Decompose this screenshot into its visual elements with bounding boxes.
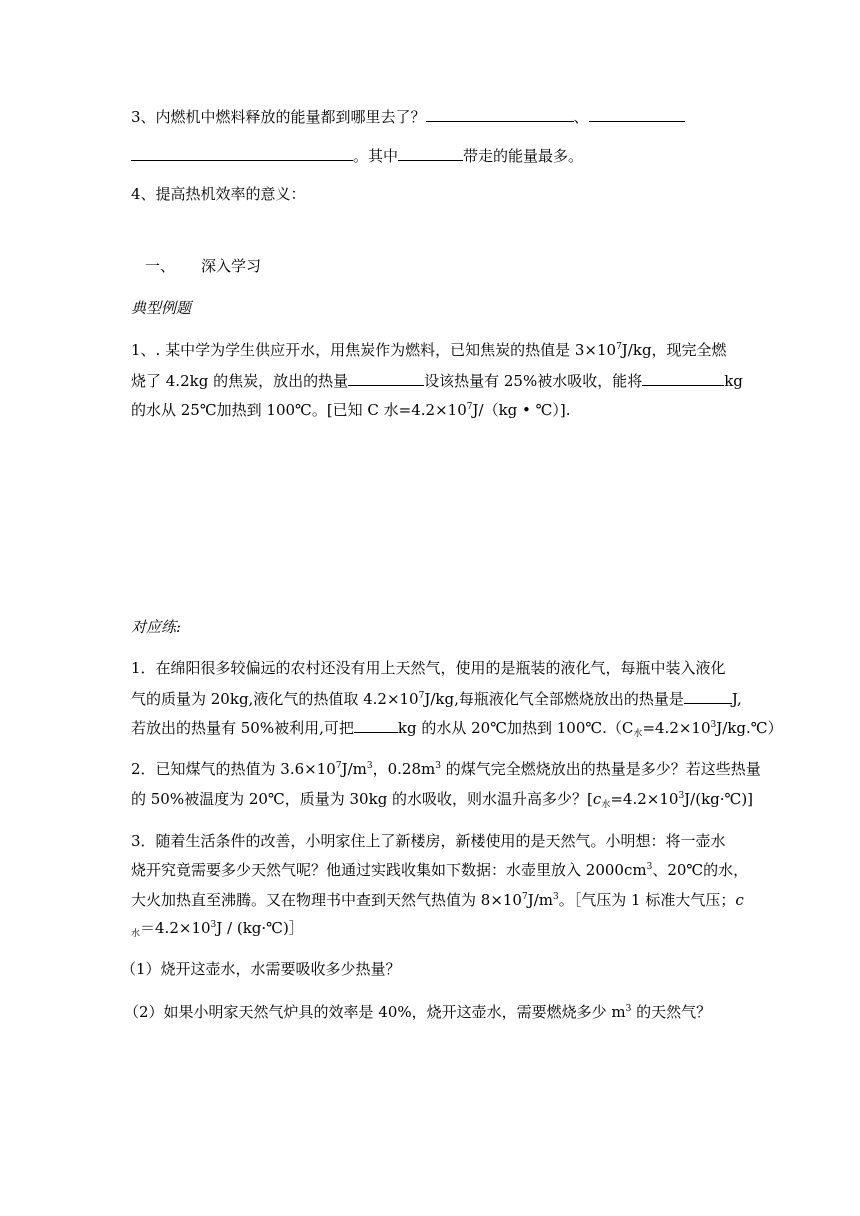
p3-subq-1: [121, 959, 401, 979]
p3-text-c-mid: J/m: [527, 891, 554, 909]
p3-var-c: c: [735, 891, 744, 909]
example1-line-1: [131, 340, 727, 360]
section-title: 深入学习: [201, 257, 262, 275]
p3-line-4: [131, 918, 304, 938]
p1-text-b-start: 气的质量为 20kg,液化气的热值取 4.2×10: [131, 690, 419, 708]
q3-line-1: [131, 106, 685, 127]
p3-sup-d: 3: [210, 920, 217, 930]
q3-prompt: 3、内燃机中燃料释放的能量都到哪里去了？: [131, 108, 426, 126]
p1-text-b-end: J,: [731, 690, 742, 708]
p3-q2-text-start: （2）如果小明家天然气炉具的效率是 40%，烧开这壶水，需要燃烧多少 m: [124, 1003, 626, 1021]
p2-sup-a2: 3: [366, 761, 373, 771]
p1-blank-1[interactable]: [684, 688, 732, 704]
p3-text-d-mid: ＝4.2×10: [140, 919, 211, 937]
p1-blank-2[interactable]: [354, 717, 398, 733]
p2-sup-b: 3: [678, 791, 685, 801]
practice-heading: [131, 617, 181, 637]
p2-text-a-end: 的煤气完全燃烧放出的热量是多少？若这些热量: [440, 760, 761, 778]
p3-line-2: [131, 860, 748, 880]
example1-text-b-end: kg: [724, 372, 743, 390]
p3-text-c-start: 大火加热直至沸腾。又在物理书中查到天然气热值为 8×10: [131, 891, 522, 909]
example1-sup-c: 7: [466, 402, 473, 412]
example1-blank-1[interactable]: [348, 370, 424, 386]
p2-var-c: c: [592, 790, 602, 808]
p3-q1-text: （1）烧开这壶水，水需要吸收多少热量？: [121, 960, 401, 978]
p2-text-a-mid2: ，0.28m: [372, 760, 436, 778]
q4-prompt: 4、提高热机效率的意义：: [131, 185, 306, 203]
p3-text-c-mid2: 。［气压为 1 标准大气压；: [558, 891, 736, 909]
p1-text-c-mid: kg 的水从 20℃加热到 100℃.（C: [397, 719, 634, 737]
p2-line-2: [131, 789, 753, 809]
p3-sup-c1: 7: [521, 892, 528, 902]
example-heading: [131, 298, 191, 318]
p2-text-b-end: J/(kg·℃)]: [684, 790, 754, 808]
p1-line-1: [131, 658, 726, 678]
example-heading-text: 典型例题: [131, 299, 192, 317]
p3-subq-2: [124, 1002, 711, 1022]
example1-text-c-end: J/（kg • ℃）].: [472, 401, 571, 419]
p2-sup-a3: 3: [435, 761, 441, 771]
p3-text-b-end: 、20℃的水，: [652, 861, 749, 879]
p3-line-3: [131, 890, 744, 910]
p3-q2-sup: 3: [625, 1004, 632, 1014]
p2-line-1: [131, 759, 761, 779]
section-heading: [145, 256, 261, 276]
q3-blank-4[interactable]: [398, 145, 463, 161]
p1-line-2: [131, 688, 742, 709]
p1-sup-c: 3: [710, 720, 717, 730]
example1-text-b-mid: 设该热量有 25%被水吸收，能将: [424, 372, 643, 390]
p2-sub-b: 水: [601, 800, 611, 810]
q3-line2-tail: 带走的能量最多。: [463, 147, 584, 165]
p3-line-1: [131, 831, 726, 851]
p3-text-d-end: J / (kg·℃)］: [216, 919, 304, 937]
example1-text-a: 1、. 某中学为学生供应开水，用焦炭作为燃料，已知焦炭的热值是 3×10: [131, 341, 617, 359]
p3-text-b-start: 烧开究竟需要多少天然气呢？他通过实践收集如下数据：水壶里放入 2000cm: [131, 861, 647, 879]
example1-text-c-start: 的水从 25℃加热到 100℃。[已知 C 水=4.2×10: [131, 401, 467, 419]
p2-text-a-mid1: J/m: [341, 760, 367, 778]
example1-line-2: [131, 370, 743, 391]
example1-line-3: [131, 400, 571, 420]
p2-sup-a1: 7: [335, 761, 342, 771]
p3-sup-c2: 3: [553, 892, 559, 902]
section-number: 一、: [145, 257, 176, 275]
q3-blank-1[interactable]: [426, 106, 574, 122]
p3-text-a: 3．随着生活条件的改善，小明家住上了新楼房，新楼使用的是天然气。小明想：将一壶水: [131, 832, 726, 850]
p1-line-3: [131, 717, 783, 738]
q3-blank-2[interactable]: [589, 106, 685, 122]
example1-text-a-end: J/kg，现完全燃: [621, 341, 727, 359]
example1-blank-2[interactable]: [642, 370, 724, 386]
p1-text-c-mid2: =4.2×10: [642, 719, 711, 737]
p3-sub-d: 水: [131, 929, 141, 939]
p2-text-a-start: 2．已知煤气的热值为 3.6×10: [131, 760, 336, 778]
q3-line2-end: 。其中: [353, 147, 399, 165]
p3-sup-b: 3: [646, 862, 653, 872]
q3-line-2: [131, 145, 583, 166]
p1-sub-c: 水: [633, 729, 643, 739]
example1-text-b-start: 烧了 4.2kg 的焦炭，放出的热量: [131, 372, 349, 390]
p1-sup-b: 7: [418, 691, 425, 701]
p3-q2-text-end: 的天然气？: [631, 1003, 712, 1021]
p1-text-b-mid: J/kg,每瓶液化气全部燃烧放出的热量是: [424, 690, 684, 708]
q3-sep: 、: [573, 108, 589, 126]
example1-sup-a: 7: [616, 342, 622, 352]
p1-text-c-start: 若放出的热量有 50%被利用,可把: [131, 719, 354, 737]
q4-line: [131, 184, 306, 204]
p1-text-a: 1．在绵阳很多较偏远的农村还没有用上天然气，使用的是瓶装的液化气，每瓶中装入液化: [131, 659, 726, 677]
q3-blank-3[interactable]: [131, 145, 353, 161]
p2-text-b-mid: =4.2×10: [610, 790, 679, 808]
practice-heading-text: 对应练:: [131, 618, 182, 636]
p2-text-b-start: 的 50%被温度为 20℃，质量为 30kg 的水吸收，则水温升高多少？[: [131, 790, 593, 808]
p1-text-c-end: J/kg.℃）: [716, 719, 783, 737]
